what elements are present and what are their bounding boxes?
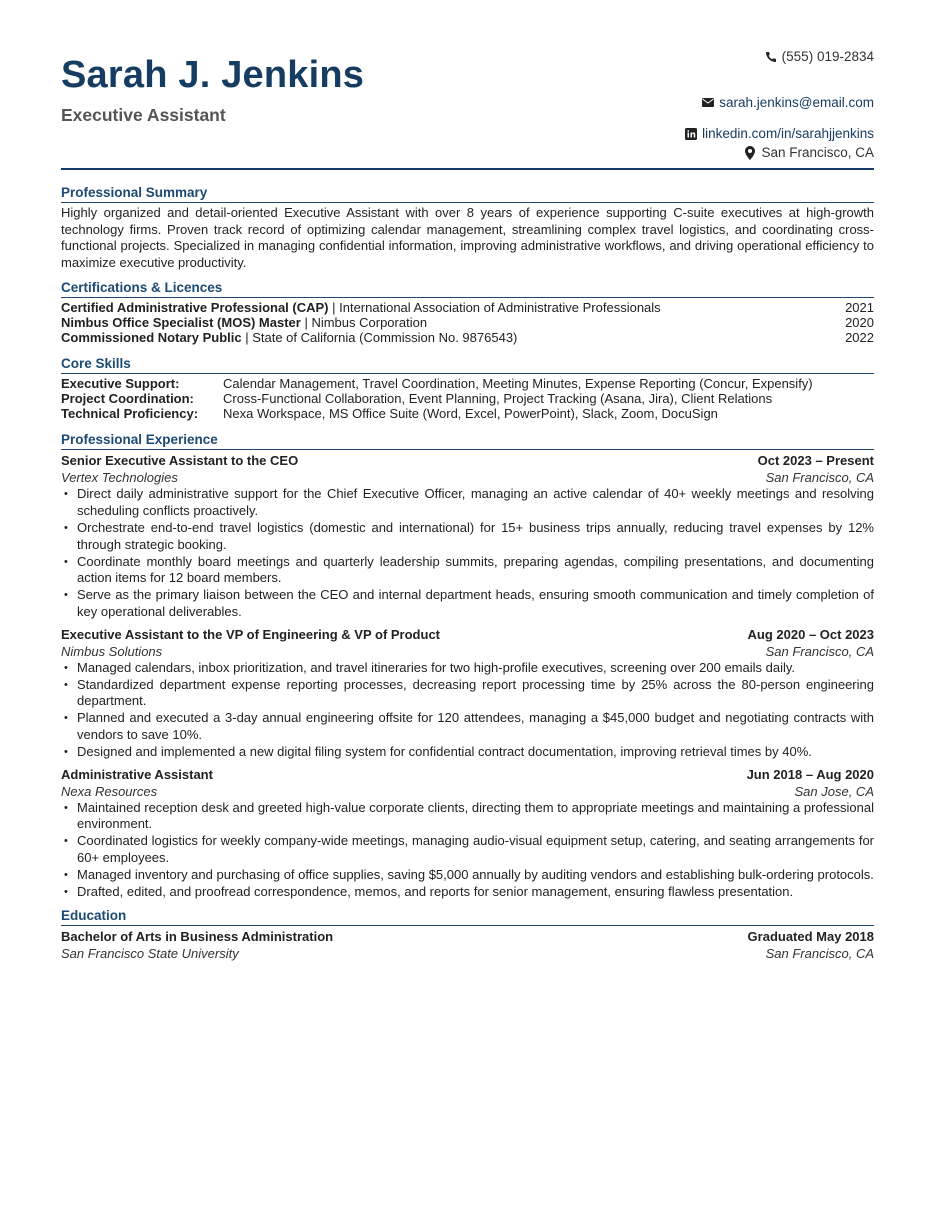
job-location: San Jose, CA bbox=[794, 783, 874, 799]
linkedin-link[interactable]: linkedin.com/in/sarahjjenkins bbox=[702, 126, 874, 141]
job-location: San Francisco, CA bbox=[765, 643, 874, 659]
job-company: Nexa Resources bbox=[61, 783, 158, 799]
job-bullet: • Planned and executed a 3-day annual engineering offsite for 120 attendees, managing a $45,000 budget and negotiating contracts with vendors to save 10%. bbox=[61, 710, 874, 744]
skill-label: Technical Proficiency: bbox=[61, 406, 199, 422]
job-dates: Jun 2018 – Aug 2020 bbox=[746, 766, 874, 782]
skill-value: Nexa Workspace, MS Office Suite (Word, Excel, PowerPoint), Slack, Zoom, DocuSign bbox=[223, 406, 718, 422]
job-bullet: • Managed calendars, inbox prioritization, and travel itineraries for two high-profile executives, screening over 200 emails daily. bbox=[61, 660, 874, 677]
job-bullet: • Maintained reception desk and greeted high-value corporate clients, directing them to appropriate meetings and maintaining a professional environment. bbox=[61, 800, 874, 834]
section-title-certifications: Certifications & Licences bbox=[61, 280, 874, 298]
education-location: San Francisco, CA bbox=[765, 946, 874, 962]
cert-name: Commissioned Notary Public bbox=[61, 330, 242, 346]
job-bullet: • Orchestrate end-to-end travel logistics (domestic and international) for 15+ business trips annually, reducing travel expenses by 12% through strategic booking. bbox=[61, 520, 874, 554]
cert-item bbox=[61, 300, 874, 315]
cert-item bbox=[61, 330, 874, 345]
header-divider bbox=[61, 168, 874, 170]
job-bullet: • Managed inventory and purchasing of office supplies, saving $5,000 annually by auditing vendors and establishing bulk-ordering protocols. bbox=[61, 867, 874, 884]
candidate-role: Executive Assistant bbox=[61, 105, 226, 125]
skill-value: Cross-Functional Collaboration, Event Planning, Project Tracking (Asana, Jira), Client Relations bbox=[223, 391, 773, 407]
job-dates: Aug 2020 – Oct 2023 bbox=[747, 626, 874, 642]
linkedin-icon bbox=[685, 128, 697, 140]
envelope-icon bbox=[702, 97, 714, 109]
job-title: Administrative Assistant bbox=[61, 766, 213, 782]
skill-row bbox=[61, 406, 874, 421]
job-dates: Oct 2023 – Present bbox=[757, 453, 874, 469]
phone-icon bbox=[765, 51, 777, 63]
job-bullet: • Coordinated logistics for weekly company-wide meetings, managing audio-visual equipment setup, catering, and seating arrangements for 60+ employees. bbox=[61, 833, 874, 867]
job-company: Vertex Technologies bbox=[61, 470, 178, 486]
job-bullet: • Coordinate monthly board meetings and quarterly leadership summits, preparing agendas, compiling presentations, and documenting action items for 12 board members. bbox=[61, 554, 874, 588]
phone-text: (555) 019-2834 bbox=[781, 49, 874, 64]
cert-name: Certified Administrative Professional (CAP) bbox=[61, 300, 329, 316]
contact-location bbox=[744, 145, 874, 160]
section-title-experience: Professional Experience bbox=[61, 432, 874, 450]
job-bullets bbox=[61, 800, 874, 901]
job-bullet: • Standardized department expense reporting processes, decreasing report processing time by 25% across the 80-person engineering department. bbox=[61, 677, 874, 711]
skill-value: Calendar Management, Travel Coordination, Meeting Minutes, Expense Reporting (Concur, Expensify) bbox=[223, 376, 813, 392]
job-bullet: • Drafted, edited, and proofread correspondence, memos, and reports for senior management, ensuring flawless presentation. bbox=[61, 884, 874, 901]
contact-linkedin[interactable] bbox=[685, 126, 874, 141]
skill-label: Executive Support: bbox=[61, 376, 180, 392]
education-section bbox=[61, 908, 874, 962]
education-school: San Francisco State University bbox=[61, 946, 239, 962]
map-pin-icon bbox=[744, 147, 756, 159]
cert-year: 2021 bbox=[845, 300, 874, 316]
skill-row bbox=[61, 391, 874, 406]
cert-year: 2020 bbox=[845, 315, 874, 331]
education-date: Graduated May 2018 bbox=[747, 929, 874, 945]
certifications-section bbox=[61, 280, 874, 345]
contact-email[interactable] bbox=[702, 95, 874, 110]
job-bullet: • Serve as the primary liaison between the CEO and internal department heads, ensuring smooth communication and timely completion of key operational deliverables. bbox=[61, 587, 874, 621]
section-title-education: Education bbox=[61, 908, 874, 926]
job-bullets bbox=[61, 486, 874, 620]
email-link[interactable]: sarah.jenkins@email.com bbox=[719, 95, 874, 110]
job-entry bbox=[61, 766, 874, 901]
section-title-skills: Core Skills bbox=[61, 356, 874, 374]
skills-section bbox=[61, 356, 874, 421]
job-entry bbox=[61, 452, 874, 620]
location-text: San Francisco, CA bbox=[761, 145, 874, 160]
job-bullet: • Designed and implemented a new digital filing system for confidential contract documentation, improving retrieval times by 40%. bbox=[61, 744, 874, 761]
skill-label: Project Coordination: bbox=[61, 391, 194, 407]
skill-row bbox=[61, 376, 874, 391]
summary-text: Highly organized and detail-oriented Executive Assistant with over 8 years of experience supporting C-suite executives at high-growth technology firms. Proven track record of optimizing calendar management, streamlining complex travel logistics, and coordinating cross-functional projects. Specialized in managing confidential information, improving administrative workflows, and driving operational efficiency to maximize executive productivity. bbox=[61, 205, 874, 270]
job-entry bbox=[61, 626, 874, 761]
cert-name: Nimbus Office Specialist (MOS) Master bbox=[61, 315, 301, 331]
job-bullets bbox=[61, 660, 874, 761]
cert-issuer: | Nimbus Corporation bbox=[300, 315, 428, 331]
cert-year: 2022 bbox=[845, 330, 874, 346]
experience-section bbox=[61, 432, 874, 900]
contact-phone bbox=[765, 49, 874, 64]
resume-header bbox=[61, 0, 874, 170]
cert-item bbox=[61, 315, 874, 330]
candidate-name: Sarah J. Jenkins bbox=[61, 54, 365, 96]
cert-issuer: | State of California (Commission No. 9876543) bbox=[241, 330, 518, 346]
job-title: Executive Assistant to the VP of Engineering & VP of Product bbox=[61, 626, 440, 642]
section-title-summary: Professional Summary bbox=[61, 185, 874, 203]
job-company: Nimbus Solutions bbox=[61, 643, 163, 659]
job-title: Senior Executive Assistant to the CEO bbox=[61, 453, 299, 469]
summary-section bbox=[61, 185, 874, 271]
education-degree: Bachelor of Arts in Business Administration bbox=[61, 929, 334, 945]
job-bullet: • Direct daily administrative support for the Chief Executive Officer, managing an active calendar of 40+ weekly meetings and resolving scheduling conflicts proactively. bbox=[61, 486, 874, 520]
job-location: San Francisco, CA bbox=[765, 470, 874, 486]
cert-issuer: | International Association of Administrative Professionals bbox=[328, 300, 661, 316]
